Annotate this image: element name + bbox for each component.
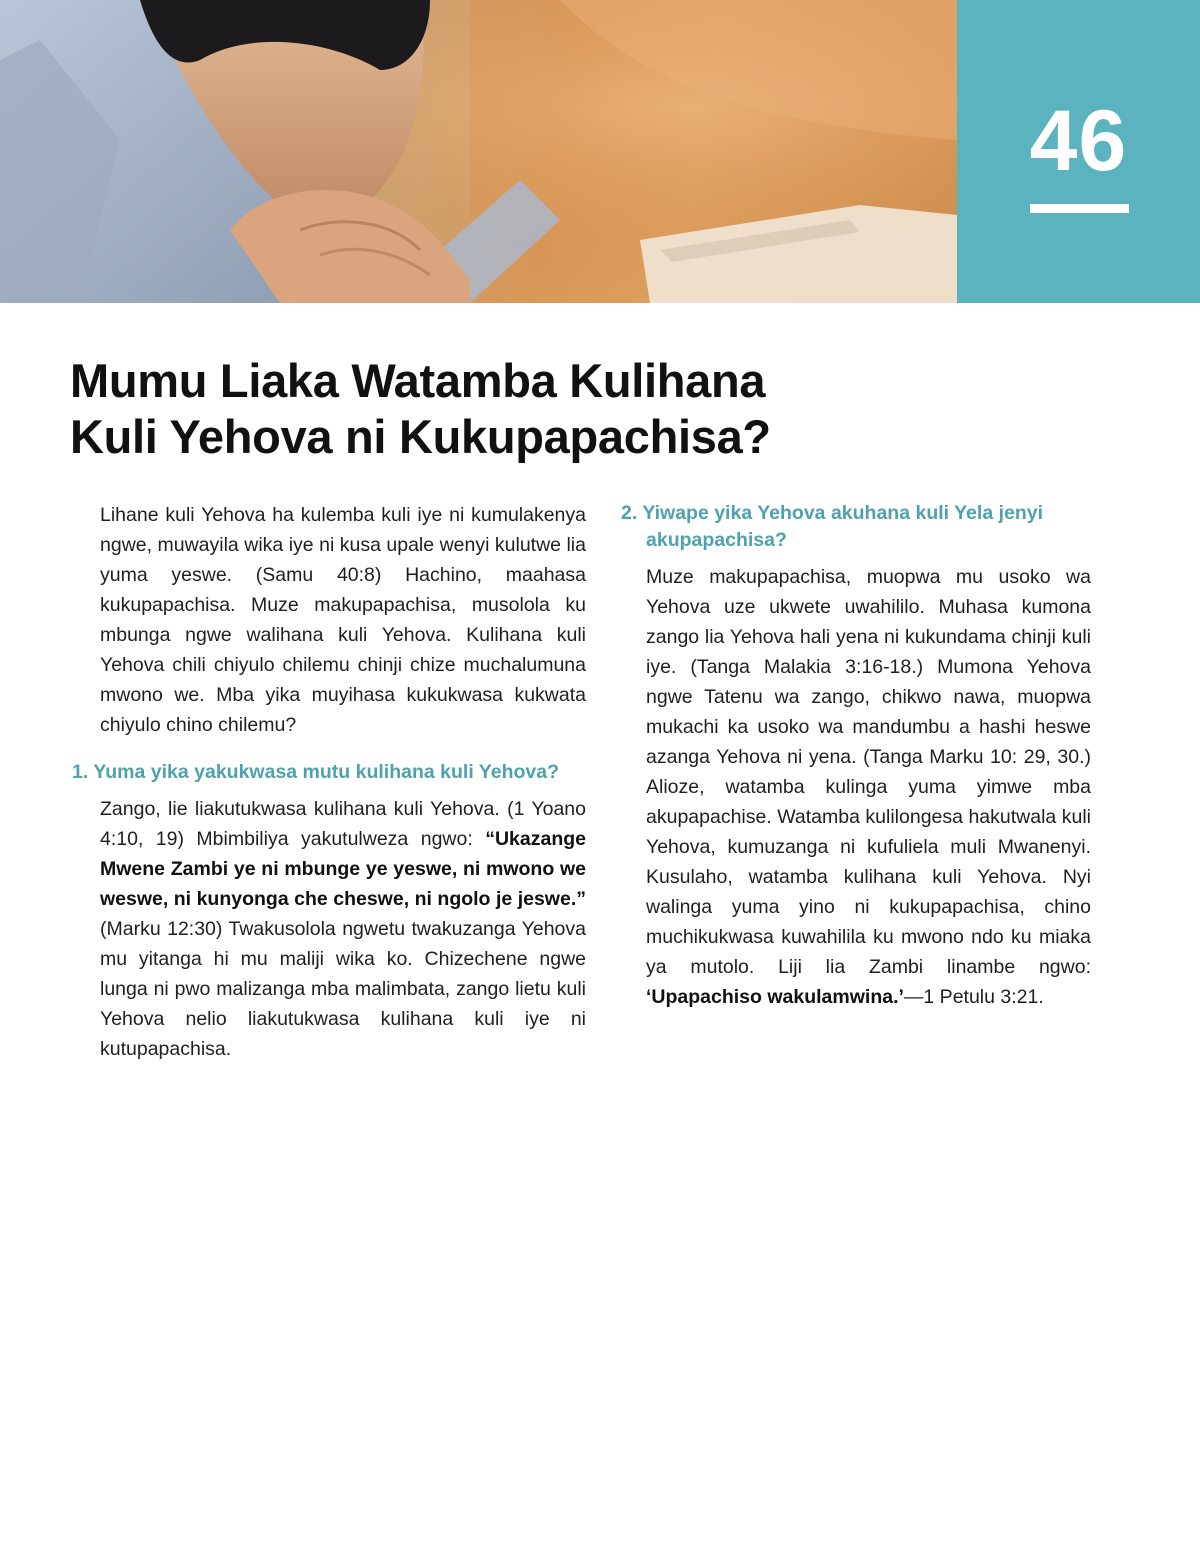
right-column (621, 500, 1091, 1012)
lesson-number-box (957, 0, 1200, 303)
answer-1-text-b: (Marku 12:30) Twakusolola ngwetu twakuzanga Yehova mu yitanga hi mu maliji wika ko. Chizechene ngwe lunga ni pwo malizanga mba malimbata, zango lietu kuli Yehova nelio liakutukwasa kulihana kuli iye ni kutupapachisa. (100, 918, 586, 1060)
left-column (72, 500, 586, 1064)
page-title-line-1: Mumu Liaka Watamba Kulihana (70, 354, 766, 407)
page-title (70, 353, 1070, 465)
answer-2-text-b: —1 Petulu 3:21. (903, 986, 1044, 1008)
praying-man-illustration (0, 0, 957, 303)
answer-2-paragraph (621, 562, 1091, 1012)
question-2: 2. Yiwape yika Yehova akuhana kuli Yela jenyi akupapachisa? (621, 502, 1044, 551)
hero-photo (0, 0, 957, 303)
answer-1-text-a: Zango, lie liakutukwasa kulihana kuli Yehova. (1 Yoano 4:10, 19) Mbimbiliya yakutulweza ngwo: (100, 798, 586, 850)
page-title-line-2: Kuli Yehova ni Kukupapachisa? (70, 410, 771, 463)
lesson-number-underline (1030, 204, 1129, 213)
answer-2-quote: ‘Upapachiso wakulamwina.’ (646, 986, 904, 1008)
lesson-number: 46 (1029, 93, 1128, 189)
intro-paragraph: Lihane kuli Yehova ha kulemba kuli iye ni kumulakenya ngwe, muwayila wika iye ni kusa upale wenyi kulutwe lia yuma yeswe. (Samu 40:8) Hachino, maahasa kukupapachisa. Muze makupapachisa, musolola ku mbunga ngwe walihana kuli Yehova. Kulihana kuli Yehova chili chiyulo chilemu chinji chize muchalumuna mwono we. Mba yika muyihasa kukukwasa kukwata chiyulo chino chilemu? (100, 504, 586, 736)
answer-2-text-a: Muze makupapachisa, muopwa mu usoko wa Yehova uze ukwete uwahililo. Muhasa kumona zango lia Yehova hali yena ni kukundama chinji kuli iye. (Tanga Malakia 3:16-18.) Mumona Yehova ngwe Tatenu wa zango, chikwo nawa, muopwa mukachi ka usoko wa mandumbu a hashi heswe azanga Yehova ni yena. (Tanga Marku 10: 29, 30.) Alioze, watamba kulinga yuma yimwe mba akupapachise. Watamba kulilongesa hakutwala kuli Yehova, kumuzanga ni kufuliela muli Mwanenyi. Kusulaho, watamba kulihana kuli Yehova. Nyi walinga yuma yino ni kukupapachisa, chino muchikukwasa kuwahilila ku mwono ndo ku miaka ya mutolo. Liji lia Zambi linambe ngwo: (646, 566, 1091, 978)
question-1: 1. Yuma yika yakukwasa mutu kulihana kuli Yehova? (72, 761, 560, 783)
answer-1-quote: “Ukazange Mwene Zambi ye ni mbunge ye yeswe, ni mwono we weswe, ni kunyonga che cheswe, ni ngolo je jeswe.” (100, 828, 586, 910)
answer-1-paragraph (72, 794, 586, 1064)
